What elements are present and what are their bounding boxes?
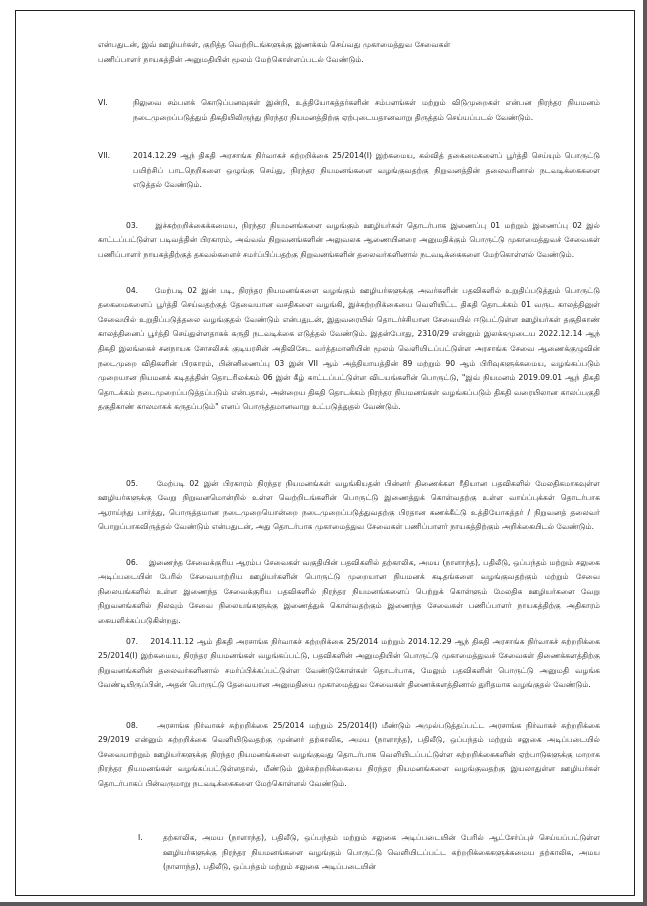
continuation-line-2: பணிப்பாளர் நாயகத்தின் அனுமதியின் மூலம் மேற்கொள்ளப்படல் வேண்டும். — [98, 54, 364, 64]
paragraph-06-number: 06. — [126, 557, 139, 567]
paragraph-03-text: இச்சுற்றறிக்கைக்கமைய, நிரந்தர நியமனங்களை வழங்கும் ஊழியர்கள் தொடர்பாக இணைப்பு 01 மற்றும் இணைப்பு 02 இல் காட்டப்பட்டுள்ள படிவத்தின் பிரகாரம், அவ்வவ் நிறுவனங்களின் அலுவலக ஆணையினரை அனுமதிக்கும் பொருட்டு முகாமைத்துவச் சேவைகள் பணிப்பாளர் நாயகத்திற்குத் தகவல்களைச் சமர்ப்பிப்பதற்கு நிறுவனங்களின் தலைவர்களினால் நடவடிக்கைகளை மேற்கொள்ளல் வேண்டும். — [98, 220, 600, 259]
paragraph-07 — [98, 627, 600, 701]
item-i-text: தற்காலிக, அமய (நாளாந்த), பதிலீடு, ஒப்பந்தம் மற்றும் சலுகை அடிப்படையின் பேரில் ஆட்சேர்ப்புச் செய்யப்பட்டுள்ள ஊழியர்களுக்கு நிரந்தர நியமனங்களை வழங்கும் பொருட்டு வெளியிடப்பட்ட சுற்றறிக்கைகளுக்கமைய தற்காலிக, அமய (நாளாந்த), பதிலீடு, ஒப்பந்தம் மற்றும் சலுகை அடிப்படையின் — [163, 833, 600, 872]
paragraph-05 — [98, 469, 600, 543]
item-vii-numeral: VII. — [98, 151, 111, 160]
paragraph-07-text: 2014.11.12 ஆம் திகதி அரசாங்க நிர்வாகச் சுற்றறிக்கை 25/2014 மற்றும் 2014.12.29 ஆந் திகதி அரசாங்க நிர்வாகச் சுற்றறிக்கை 25/2014(I) இற்கமைய, நிரந்தர நியமனங்கள் வழங்கப்பட்டு, பதவிகளின் அனுமதியின் பொருட்டு முகாமைத்துவச் சேவைகள் திணைக்களத்திற்கு நிறுவனங்களின் தலைவர்களினால் சமர்ப்பிக்கப்பட்டுள்ள வேண்டுகோள்கள் தொடர்பாக, மேலும் பதவிகளின் பொருட்டு அனுமதி வழங்க வேண்டியிருப்பின், அதன் பொருட்டு தேவையான அனுமதியை முகாமைத்துவ சேவைகள் திணைக்களத்தினால் துரிதமாக வழங்குதல் வேண்டும். — [98, 636, 600, 690]
paragraph-04 — [98, 276, 600, 423]
paragraph-05-number: 05. — [126, 478, 139, 488]
paragraph-06-text: இணைந்த சேவைக்குரிய ஆரம்ப சேவைகள் வகுதியின் பதவிகளில் தற்காலிக, அமய (நாளாந்த), பதிலீடு, ஒப்பந்தம் மற்றும் சலுகை அடிப்படையின் பேரில் சேவையாற்றிய ஊழியர்களின் பொருட்டு முறையான நியமனக் கடிதங்களை வழங்குவதற்கும் மற்றும் சேவை நிலையங்களில் உள்ள இணைந்த சேவைக்குரிய பதவிகளில் நிரந்தர நியமனங்களைப் பெற்றுக் கொள்ளும் மேலதிக ஊழியர்களை வேறு நிறுவனங்களில் நிலவும் சேவை நிலையங்களுக்கு இணைத்துக் கொள்வதற்கும் இணைந்த சேவைகள் பணிப்பாளர் நாயகத்திற்கு அதிகாரம் கையளிக்கப்படுகின்றது. — [98, 557, 600, 625]
paragraph-04-text: மேற்படி 02 இன் படி, நிரந்தர நியமனங்களை வழங்கும் ஊழியர்களுக்கு அவர்களின் பதவிகளில் உறுதிப்படுத்தும் பொருட்டு தகைமைகளைப் பூர்த்தி செய்வதற்குத் தேவையான வசதிகளை வழங்கி, இச்சுற்றறிக்கையை வெளியிட்ட திகதி தொடக்கம் 01 வருட காலத்தினுள் சேவையில் உறுதிப்படுத்தலை வழங்குதல் வேண்டும் என்பதுடன், இதுவரையில் தொடர்ச்சியான சேவையில் ஈடுபட்டுள்ள ஊழியர்கள் தகுதிகாண் காலத்தினைப் பூர்த்தி செய்துள்ளதாகக் கருதி நடவடிக்கை எடுத்தல் வேண்டும். இதன்போது, 2310/29 என்னும் இலக்கமுடைய 2022.12.14 ஆந் திகதி இலங்கைச் சனநாயக சோசலிசக் குடியரசின் அதிவிசேட வர்த்தமானியின் மூலம் வெளியிடப்பட்டுள்ள அரசாங்க சேவை ஆணைக்குழுவின் நடைமுறை விதிகளின் பிரகாரம், பின்னிணைப்பு 03 இன் VII ஆம் அத்தியாயத்தின் 89 மற்றும் 90 ஆம் பிரிவுகளுக்கமைய, வழங்கப்படும் முறையான நியமனக் கடிதத்தின் தொடரிலக்கம் 06 இன் கீழ் காட்டப்பட்டுள்ள விடயங்களின் பொருட்டு, "இவ் நியமனம் 2019.09.01 ஆந் திகதி தொடக்கம் நடைமுறைப்படுத்தப்படும் என்பதால், அன்றைய திகதி தொடக்கம் நிரந்தர நியமனங்கள் வழங்கப்படும் திகதி வரையிலான காலப்பகுதி தகுதிகாண் காலமாகக் கருதப்படும்" எனப் பொருத்தமானவாறு உட்படுத்துதல் வேண்டும். — [98, 285, 601, 412]
item-vi-text: நிலுவை சம்பளக் கொடுப்பனவுகள் இன்றி, உத்தியோகத்தர்களின் சம்பளங்கள் மற்றும் விடுமுறைகள் என்பன நிரந்தர நியமனம் நடைமுறைப்படுத்தும் திகதியிலிருந்து நிரந்தர நியமனத்திற்கு ஏற்புடையதானவாறு திருத்தம் செய்யப்படல் வேண்டும். — [133, 98, 600, 122]
paragraph-06 — [98, 548, 600, 636]
paragraph-08 — [98, 711, 600, 799]
paragraph-03 — [98, 211, 600, 270]
paragraph-03-number: 03. — [126, 220, 139, 230]
paragraph-05-text: மேற்படி 02 இன் பிரகாரம் நிரந்தர நியமனங்கள் வழங்கியதன் பின்னர் திணைக்கள ரீதியான பதவிகளில் மேலதிகமாகவுள்ள ஊழியர்களுக்கு வேறு நிறுவனமொன்றில் உள்ள வெற்றிடங்களின் பொருட்டு இணைத்துக் கொள்வதற்கு உள்ள வாய்ப்புக்கள் தொடர்பாக ஆராய்ந்து பார்த்து, பொருத்தமான நடைமுறையொன்றை நடைமுறைப்படுத்துவதற்கு பிரதான கணக்கீட்டு உத்தியோகத்தர் / நிறுவனத் தலைவர் பொறுப்பாகவிருத்தல் வேண்டும் என்பதுடன், அது தொடர்பாக முகாமைத்துவ சேவைகள் பணிப்பாளர் நாயகத்திற்கும் அறிக்கையிடல் வேண்டும். — [98, 478, 601, 532]
continuation-text — [98, 38, 600, 67]
paragraph-04-number: 04. — [126, 285, 139, 295]
paragraph-08-text: அரசாங்க நிர்வாகச் சுற்றறிக்கை 25/2014 மற்றும் 25/2014(I) மீண்டும் அமுல்படுத்தப்பட்ட அரசாங்க நிர்வாகச் சுற்றறிக்கை 29/2019 என்னும் சுற்றறிக்கை வெளியிடுவதற்கு முன்னர் தற்காலிக, அமய (நாளாந்த), பதிலீடு, ஒப்பந்தம் மற்றும் சலுகை அடிப்படையில் சேவையாற்றும் ஊழியர்களுக்கு நிரந்தர நியமனங்களை வழங்குவது தொடர்பாக வெளியிடப்பட்டுள்ள சுற்றறிக்கைகளின் ஏற்பாடுகளுக்கு மாறாக நிரந்தர நியமனங்கள் வழங்கப்பட்டுள்ளதால், மீண்டும் இச்சுற்றறிக்கையை நிரந்தர நியமனங்களை வழங்குவதற்கு இயலாதுள்ள ஊழியர்கள் தொடர்பாகப் பின்வருமாறு நடவடிக்கைகளை மேற்கொள்ளல் வேண்டும். — [98, 720, 600, 788]
paragraph-08-number: 08. — [126, 720, 139, 730]
item-vi-numeral: VI. — [98, 98, 108, 107]
document-page — [15, 10, 635, 896]
item-i-numeral: I. — [138, 833, 143, 842]
item-vii-text: 2014.12.29 ஆந் திகதி அரசாங்க நிர்வாகச் சுற்றறிக்கை 25/2014(I) இற்கமைய, கல்வித் தகைமைகளைப் பூர்த்தி செய்யும் பொருட்டு பயிற்சிப் பாடநெறிகளை ஒழுங்கு செய்து, நிரந்தர நியமனங்களை வழங்குவதற்கு நிறுவனத்தின் தலைவரினால் நடவடிக்கைகளை எடுத்தல் வேண்டும். — [133, 151, 600, 190]
continuation-line-1: என்பதுடன், இவ் ஊழியர்கள், குறித்த வெற்றிடங்களுக்கு இணக்கம் செய்வது முகாமைத்துவ சேவைகள் — [98, 40, 451, 49]
paragraph-07-number: 07. — [126, 636, 139, 646]
